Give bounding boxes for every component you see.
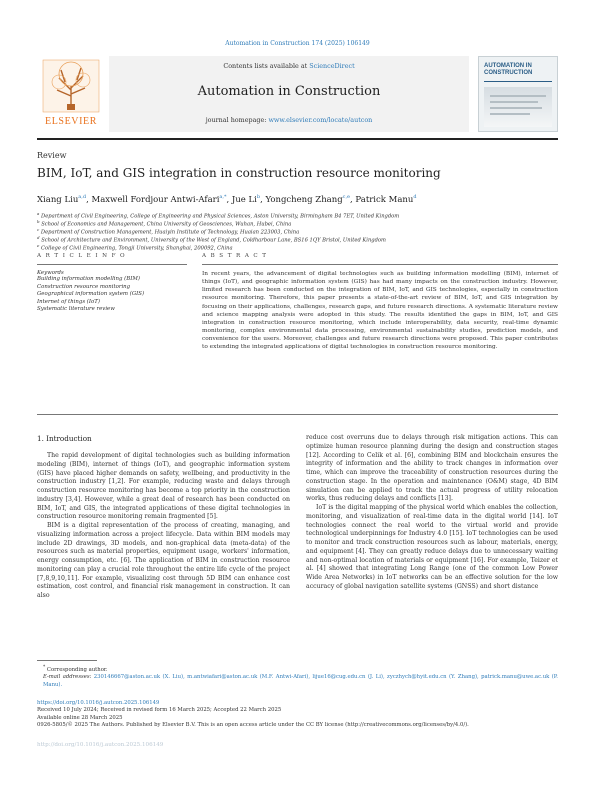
affiliation: $^e$ College of Civil Engineering, Tongji University, Shanghai, 200092, China xyxy=(37,243,233,252)
journal-cover-thumbnail xyxy=(478,56,558,132)
author[interactable]: Maxwell Fordjour Antwi-Afari$^{a,*}$, xyxy=(91,194,232,205)
author[interactable]: Yongcheng Zhang$^{c,e}$, xyxy=(265,194,356,205)
header-rule xyxy=(37,138,558,140)
received-dates: Received 10 July 2024; Received in revised form 16 March 2025; Accepted 22 March 2025 xyxy=(37,707,282,714)
journal-title: Automation in Construction xyxy=(197,84,381,99)
paragraph: BIM is a digital representation of the process of creating, managing, and visualizing information across a project lifecycle. Data within BIM models may include 2D drawings, 3D models, and non-graphical data (meta-data) of the resources such as material properties, equipment usage, workers' information, energy consumption, etc. [6]. The application of BIM in construction resource monitoring can play a crucial role throughout the entire life cycle of the project [7,8,9,10,11]. For example, visualizing cost through 5D BIM can enhance cost estimation, cost control, and financial risk management in construction. It can also xyxy=(37,522,290,599)
keyword: Internet of things (IoT) xyxy=(37,298,100,305)
keyword: Geographical information system (GIS) xyxy=(37,291,145,298)
corresponding-author-note: * Corresponding author. E-mail addresses: 230146667@aston.ac.uk (X. Liu), m.antwiafari@aston.ac.uk (M.F. Antwi-Afari), lijue16@cug.edu.cn (J. Li), zyczhych@hyit.edu.cn (Y. Zhang), patrick.manu@uwe.ac.uk (P. Manu). xyxy=(43,665,558,688)
elsevier-wordmark: ELSEVIER xyxy=(44,116,98,127)
available-online: Available online 28 March 2025 xyxy=(37,714,123,721)
elsevier-logo xyxy=(37,56,105,132)
paragraph: reduce cost overruns due to delays through risk mitigation actions. This can optimize human resource planning during the design and construction stages [12]. According to Celik et al. [6], combining BIM and blockchain ensures the integrity of information and the ability to track changes in information over time, which can improve the traceability of construction resources during the construction stage. In the operation and maintenance (O&M) stage, 4D BIM simulation can be applied to track the actual progress of utility relocation works, thus reducing delays and conflicts [13]. xyxy=(306,434,558,503)
keyword: Building information modelling (BIM) xyxy=(37,276,140,282)
body-left-column xyxy=(37,452,290,601)
author[interactable]: Xiang Liu$^{a,d}$, xyxy=(37,194,92,205)
footnote-rule xyxy=(37,660,97,661)
article-info-rule xyxy=(37,264,187,265)
doi-link[interactable]: https://doi.org/10.1016/j.autcon.2025.106149 xyxy=(37,700,160,706)
article-type: Review xyxy=(37,151,67,160)
author[interactable]: Jue Li$^b$, xyxy=(231,194,266,205)
abstract-rule xyxy=(202,264,558,265)
author[interactable]: Patrick Manu$^d$ xyxy=(355,194,417,205)
journal-masthead xyxy=(109,56,469,132)
cover-title-line2: CONSTRUCTION xyxy=(484,70,533,76)
affiliation: $^d$ School of Architecture and Environment, University of the West of England, Coldharbour Lane, BS16 1QY Bristol, United Kingdom xyxy=(37,235,386,244)
keyword: Systematic literature review xyxy=(37,306,115,313)
introduction-heading: 1. Introduction xyxy=(37,434,92,443)
abstract-bottom-rule xyxy=(37,414,558,415)
affiliation: $^c$ Department of Construction Management, Huaiyin Institute of Technology, Huaian 223003, China xyxy=(37,227,300,236)
license-line: 0926-5805/© 2025 The Authors. Published by Elsevier B.V. This is an open access article under the CC BY license (http://creativecommons.org/licenses/by/4.0/). xyxy=(37,722,469,729)
paragraph: IoT is the digital mapping of the physical world which enables the collection, monitoring, and visualization of real-time data in the digital world [14]. IoT technologies connect the real world to the virtual world and provide technological underpinnings for Industry 4.0 [15]. IoT technologies can be used to monitor and track construction resources such as labour, materials, energy, and equipment [4]. They can greatly reduce delays due to unnecessary waiting and non-optimal location of materials or equipment [16]. For example, Teizer et al. [4] showed that integrating Long Range (one of the common Low Power Wide Area Networks) in IoT networks can be an effective solution for the low accuracy of global navigation satellite systems (GNSS) and short distance xyxy=(306,504,558,590)
abstract-text: In recent years, the advancement of digital technologies such as building information modelling (BIM), internet of things (IoT), and geographic information system (GIS) has had many impacts on the construction industry. However, limited research has been conducted on the integration of BIM, IoT, and GIS technologies, especially in construction resource monitoring. Therefore, this paper presents a state-of-the-art review of BIM, IoT, and GIS integration by focusing on their applications, challenges, research gaps, and future research directions. A systematic literature review and science mapping analysis were adopted in this study. The results identified the gaps in BIM, IoT, and GIS integration in construction resource monitoring, which include interoperability, data security, real-time dynamic monitoring, complex environmental data processing, environmental sustainability studies, prediction models, and convenience for the users. Moreover, challenges and future research directions were proposed. This paper contributes to extending the integrated applications of digital technologies in construction resource monitoring. xyxy=(202,271,558,351)
keywords-label: Keywords xyxy=(37,270,64,276)
cover-image-icon xyxy=(484,87,552,127)
author-list xyxy=(37,194,417,205)
author-emails[interactable]: 230146667@aston.ac.uk (X. Liu), m.antwiafari@aston.ac.uk (M.F. Antwi-Afari), lijue16@cug.edu.cn (J. Li), zyczhych@hyit.edu.cn (Y. Zhang), patrick.manu@uwe.ac.uk (P. Manu). xyxy=(43,674,558,688)
abstract-heading: A B S T R A C T xyxy=(202,253,268,259)
homepage-link[interactable]: www.elsevier.com/locate/autcon xyxy=(268,116,373,124)
faded-footer-doi: http://doi.org/10.1016/j.autcon.2025.106149 xyxy=(37,742,164,748)
affiliation: $^a$ Department of Civil Engineering, College of Engineering and Physical Sciences, Aston University, Birmingham B4 7ET, United Kingdom xyxy=(37,211,400,220)
contents-line: Contents lists available at ScienceDirect xyxy=(223,62,355,70)
journal-reference[interactable]: Automation in Construction 174 (2025) 106149 xyxy=(225,40,370,47)
cover-title-line1: AUTOMATION IN xyxy=(484,63,532,69)
publication-info xyxy=(37,700,558,730)
body-right-column xyxy=(306,434,558,592)
paper-title: BIM, IoT, and GIS integration in construction resource monitoring xyxy=(37,166,441,180)
paragraph: The rapid development of digital technologies such as building information modeling (BIM), internet of things (IoT), and geographic information system (GIS) have placed higher demands on safety, wellbeing, and productivity in the construction industry [1,2]. For example, reducing waste and delays through construction resource monitoring has become a top priority in the construction industry [3,4]. However, while a great deal of research has been conducted on BIM, IoT, and GIS, the integrated applications of these digital technologies in construction resource monitoring remain fragmented [5]. xyxy=(37,452,290,521)
article-info-heading: A R T I C L E I N F O xyxy=(37,253,127,259)
homepage-line: journal homepage: www.elsevier.com/locate/autcon xyxy=(205,116,373,124)
affiliation: $^b$ School of Economics and Management, China University of Geosciences, Wuhan, Hubei, China xyxy=(37,219,292,228)
keywords-block xyxy=(37,270,187,314)
sciencedirect-link[interactable]: ScienceDirect xyxy=(309,62,355,70)
keyword: Construction resource monitoring xyxy=(37,283,131,290)
journal-header xyxy=(37,56,558,134)
cover-rule xyxy=(484,81,552,82)
